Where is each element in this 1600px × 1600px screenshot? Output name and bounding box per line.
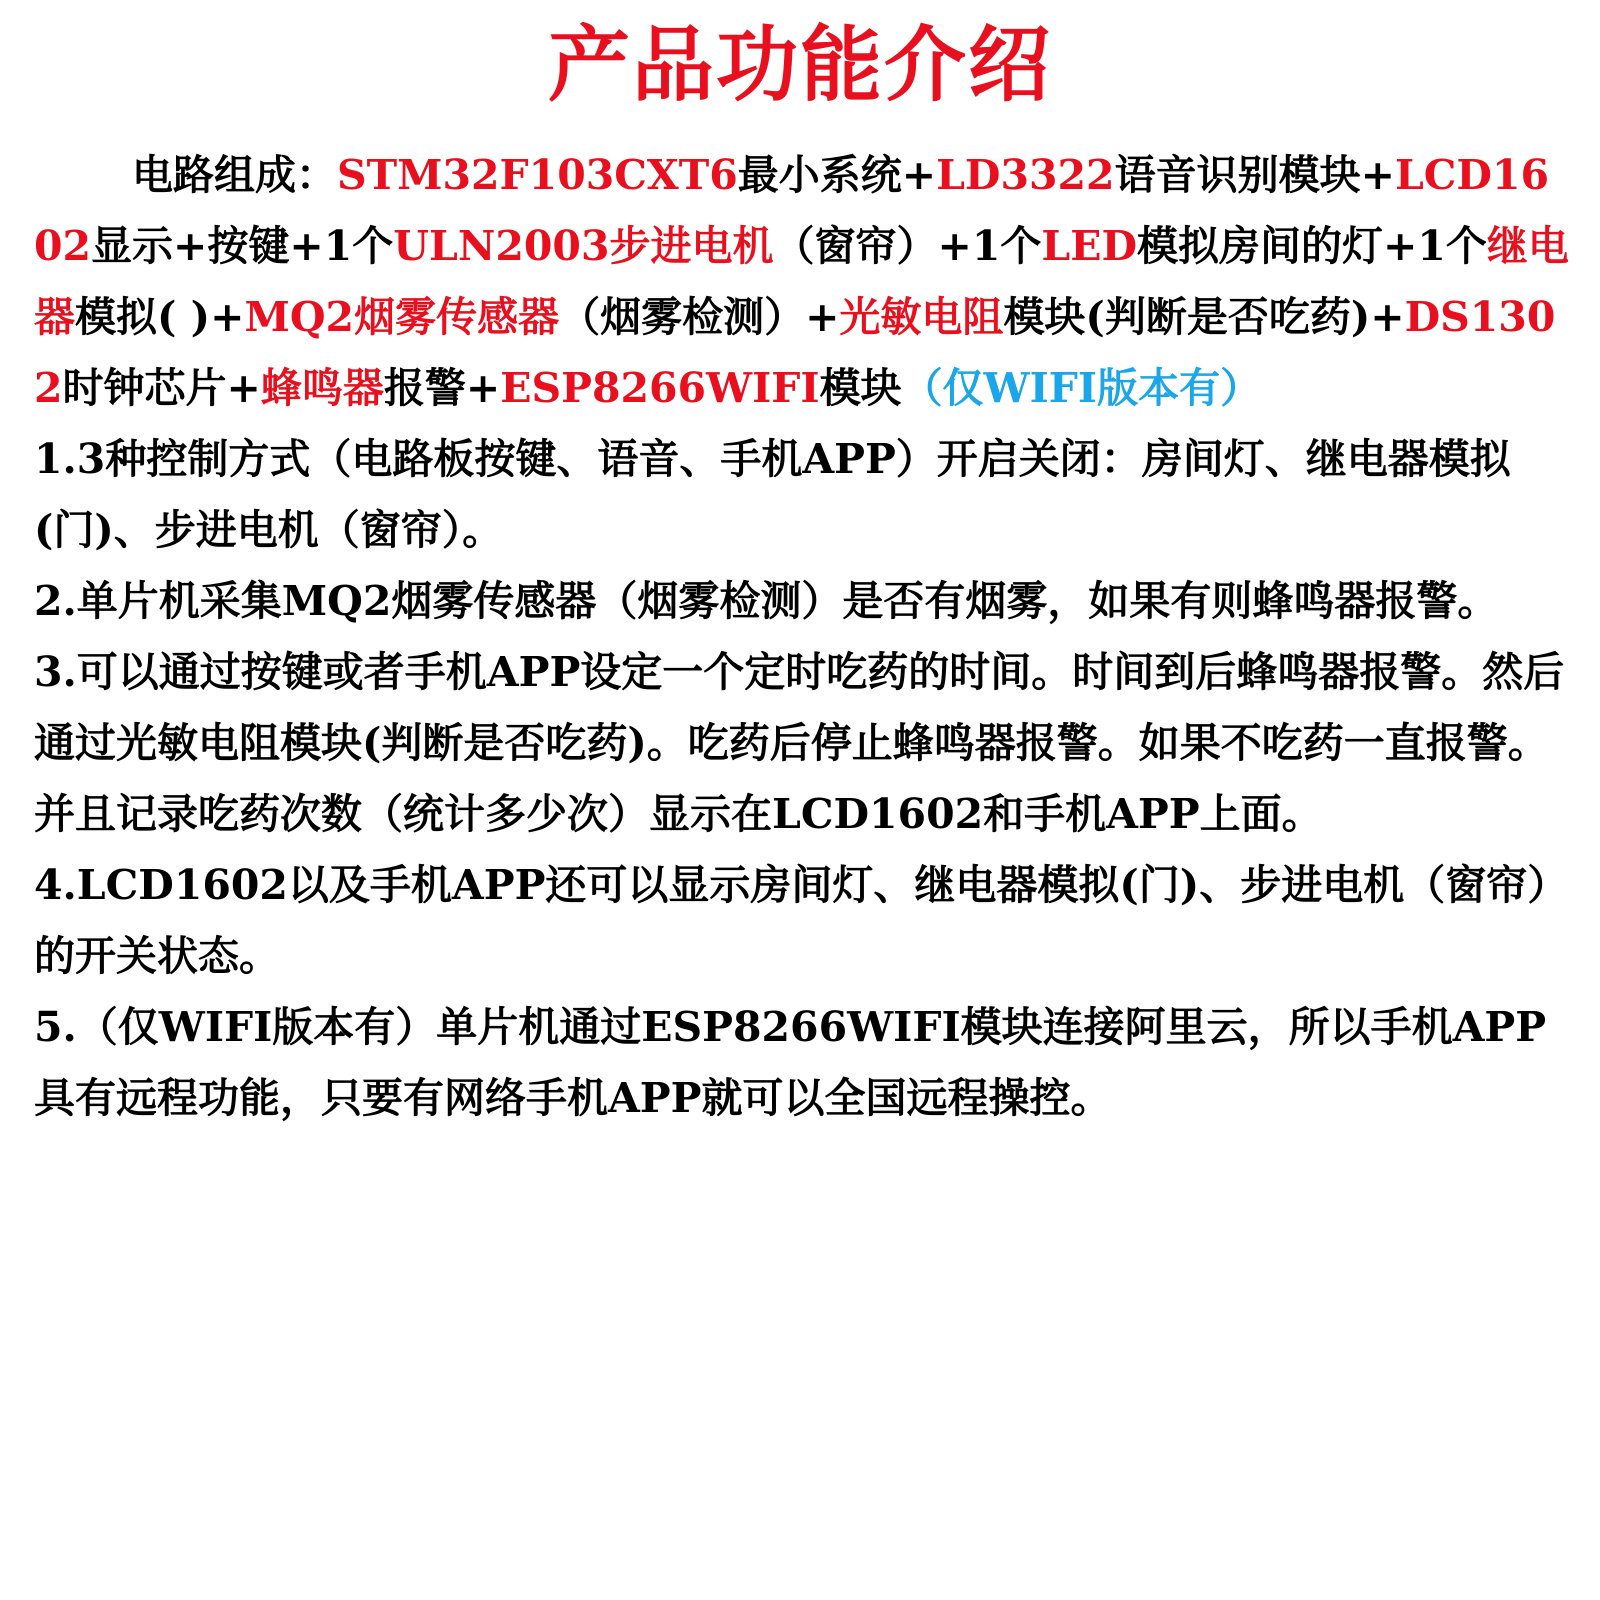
intro-segment: 模块 [819, 364, 902, 412]
intro-segment: ESP8266WIFI [500, 364, 820, 412]
circuit-composition [34, 140, 1574, 424]
intro-segment: LED [1041, 222, 1137, 270]
intro-segment: STM32F103CXT6 [337, 151, 738, 199]
intro-segment: 显示+按键+1个 [91, 222, 394, 270]
intro-segment: ULN2003步进电机 [393, 222, 774, 270]
intro-segment: 最小系统+ [737, 151, 937, 199]
intro-segment: 电路组成： [132, 151, 337, 199]
intro-segment: 时钟芯片+ [62, 364, 261, 412]
intro-segment: DS1302 [34, 293, 1556, 412]
content-body [34, 140, 1574, 1134]
intro-segment: 蜂鸣器 [260, 364, 384, 412]
intro-segment: MQ2烟雾传感器 [244, 293, 560, 341]
intro-segment: 模拟房间的灯+1个 [1137, 222, 1487, 270]
intro-segment: 语音识别模块+ [1114, 151, 1395, 199]
intro-segment: 模块(判断是否吃药)+ [1003, 293, 1405, 341]
feature-item-4: 4.LCD1602以及手机APP还可以显示房间灯、继电器模拟(门)、步进电机（窗帘）的开关状态。 [34, 861, 1569, 980]
intro-segment: LCD1602 [34, 151, 1550, 270]
intro-segment: （窗帘）+1个 [773, 222, 1042, 270]
feature-item-3: 3.可以通过按键或者手机APP设定一个定时吃药的时间。时间到后蜂鸣器报警。然后通过光敏电阻模块(判断是否吃药)。吃药后停止蜂鸣器报警。如果不吃药一直报警。并且记录吃药次数（统计多少次）显示在LCD1602和手机APP上面。 [34, 648, 1565, 838]
intro-segment: 光敏电阻 [839, 293, 1004, 341]
feature-item-5: 5.（仅WIFI版本有）单片机通过ESP8266WIFI模块连接阿里云，所以手机APP具有远程功能，只要有网络手机APP就可以全国远程操控。 [34, 1003, 1547, 1122]
page-title: 产品功能介绍 [547, 18, 1052, 113]
feature-item-1: 1.3种控制方式（电路板按键、语音、手机APP）开启关闭：房间灯、继电器模拟(门)、步进电机（窗帘）。 [34, 435, 1511, 554]
intro-segment: （仅WIFI版本有） [901, 364, 1262, 412]
intro-segment: 报警+ [383, 364, 501, 412]
intro-segment: 继电器 [34, 222, 1569, 341]
intro-segment: 模拟( )+ [75, 293, 245, 341]
intro-segment: LD3322 [936, 151, 1115, 199]
intro-segment: （烟雾检测）+ [559, 293, 840, 341]
feature-item-2: 2.单片机采集MQ2烟雾传感器（烟雾检测）是否有烟雾，如果有则蜂鸣器报警。 [34, 577, 1499, 625]
